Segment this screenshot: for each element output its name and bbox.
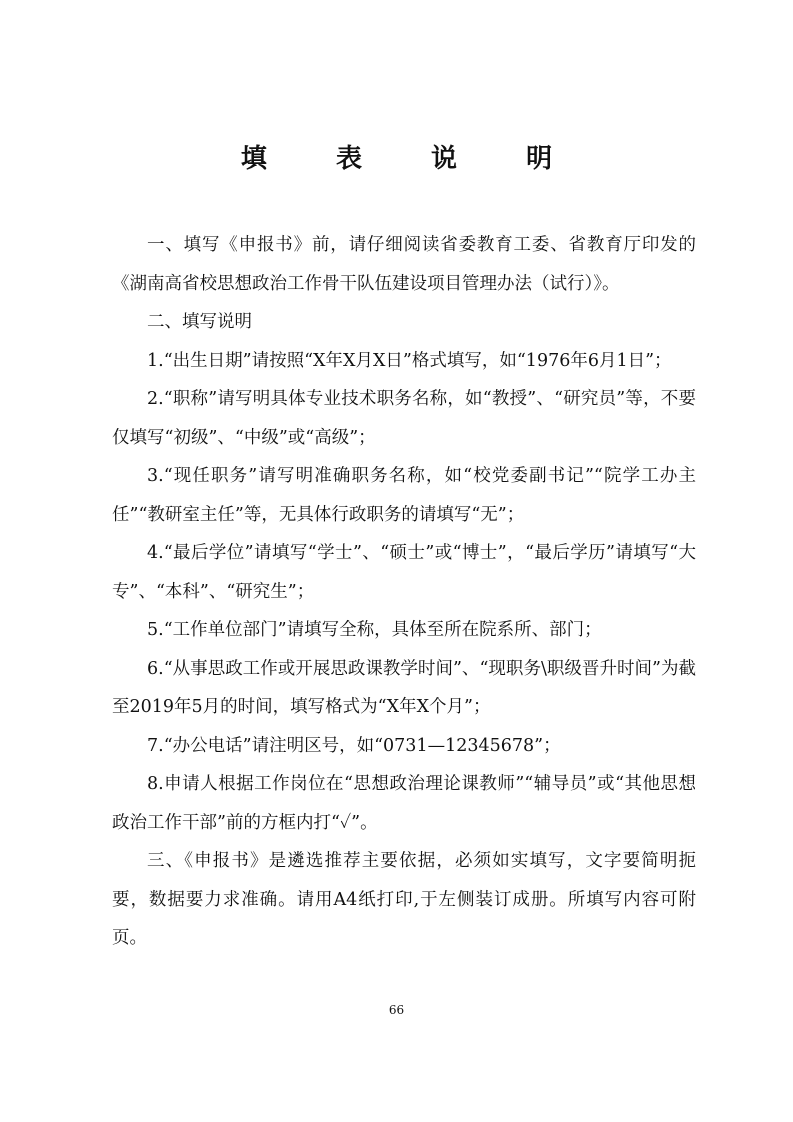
paragraph-item-5: 5.“工作单位部门”请填写全称，具体至所在院系所、部门； <box>147 620 602 640</box>
paragraph-item-7: 7.“办公电话”请注明区号，如“0731—12345678”； <box>147 735 561 756</box>
paragraph-item-2: 2.“职称”请写明具体专业技术职务名称，如“教授”、“研究员”等，不要仅填写“初级”、“中级”或“高级”； <box>112 389 696 448</box>
paragraph-item-6: 6.“从事思政工作或开展思政课教学时间”、“现职务\职级晋升时间”为截至2019年5月的时间，填写格式为“X年X个月”； <box>112 658 696 717</box>
instructions-body <box>112 226 696 958</box>
paragraph-preface: 一、填写《申报书》前，请仔细阅读省委教育工委、省教育厅印发的《湖南高省校思想政治工作骨干队伍建设项目管理办法（试行）》。 <box>112 235 696 294</box>
paragraph-section-heading: 二、填写说明 <box>147 312 252 332</box>
paragraph-item-1: 1.“出生日期”请按照“X年X月X日”格式填写，如“1976年6月1日”； <box>147 350 672 371</box>
page-title: 填 表 说 明 <box>240 144 583 174</box>
paragraph-item-8: 8.申请人根据工作岗位在“思想政治理论课教师”“辅导员”或“其他思想政治工作干部”前的方框内打“✓”。 <box>112 774 696 833</box>
paragraph-closing: 三、《申报书》是遴选推荐主要依据，必须如实填写，文字要简明扼要，数据要力求准确。请用A4纸打印,于左侧装订成册。所填写内容可附页。 <box>112 851 696 948</box>
paragraph-item-4: 4.“最后学位”请填写“学士”、“硕士”或“博士”，“最后学历”请填写“大专”、“本科”、“研究生”； <box>112 543 696 602</box>
page-number: 66 <box>388 1003 405 1017</box>
paragraph-item-3: 3.“现任职务”请写明准确职务名称，如“校党委副书记”“院学工办主任”“教研室主任”等，无具体行政职务的请填写“无”； <box>112 466 696 525</box>
